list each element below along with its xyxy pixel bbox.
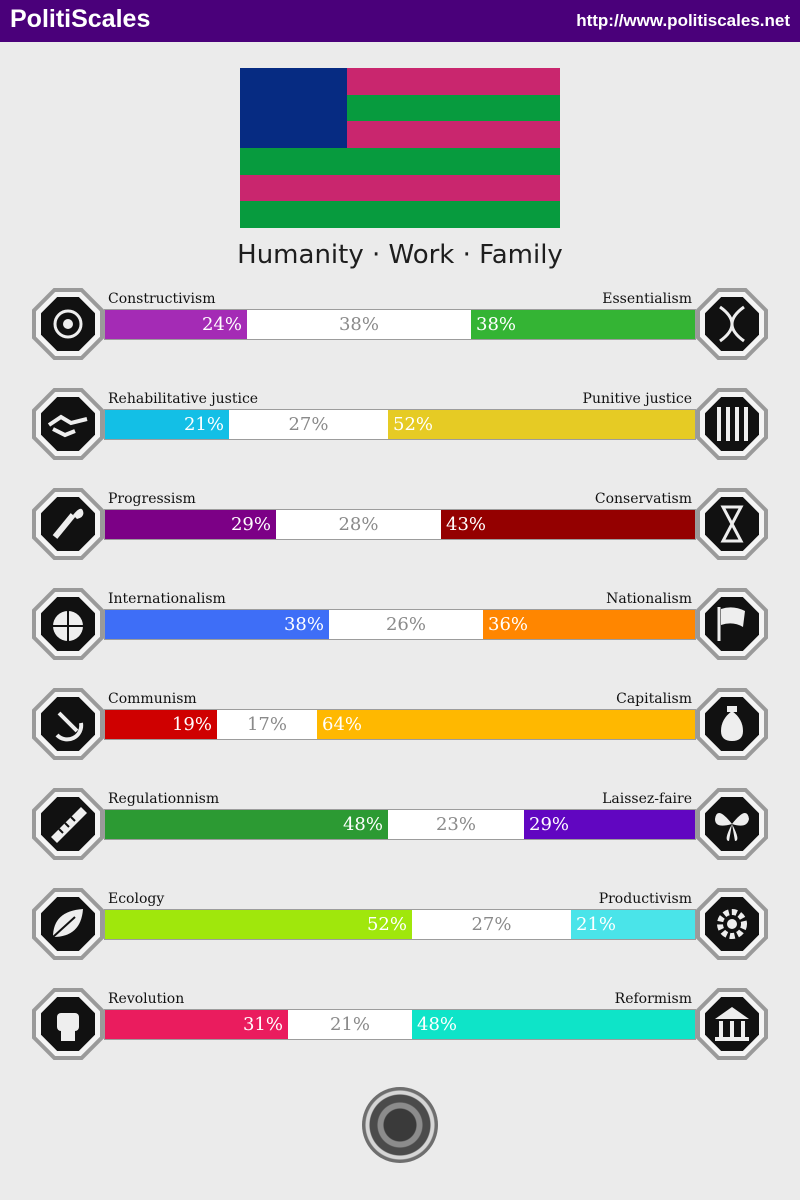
handshake-icon <box>32 388 104 460</box>
axis-neutral-segment: 27% <box>412 910 571 939</box>
axis-left-label: Progressism <box>108 491 196 507</box>
hammer-sickle-icon <box>32 688 104 760</box>
axis-left-segment: 52% <box>105 910 412 939</box>
axis-right-segment: 38% <box>471 310 695 339</box>
axis-neutral-segment: 27% <box>229 410 388 439</box>
axis-left-label: Regulationnism <box>108 791 220 807</box>
axis-neutral-segment: 21% <box>288 1010 412 1039</box>
gear-icon <box>696 888 768 960</box>
axis-bar <box>104 1009 696 1040</box>
axis-row <box>0 388 800 468</box>
axis-right-label: Reformism <box>614 991 692 1007</box>
flag-stripe <box>240 201 560 228</box>
axis-right-label: Nationalism <box>606 591 692 607</box>
axis-left-segment: 21% <box>105 410 229 439</box>
axis-neutral-segment: 26% <box>329 610 483 639</box>
money-bag-icon <box>696 688 768 760</box>
fist-icon <box>32 988 104 1060</box>
axis-right-segment: 21% <box>571 910 695 939</box>
hourglass-icon <box>696 488 768 560</box>
eye-icon <box>32 288 104 360</box>
flag-icon <box>696 588 768 660</box>
axis-left-label: Revolution <box>108 991 185 1007</box>
axis-neutral-segment: 23% <box>388 810 524 839</box>
dna-icon <box>696 288 768 360</box>
axis-bar <box>104 409 696 440</box>
axis-left-segment: 38% <box>105 610 329 639</box>
result-slogan: Humanity · Work · Family <box>237 240 563 270</box>
axis-row <box>0 688 800 768</box>
site-url-link[interactable]: http://www.politiscales.net <box>576 11 790 30</box>
axis-row <box>0 588 800 668</box>
site-header <box>0 0 800 42</box>
axis-left-segment: 24% <box>105 310 247 339</box>
ruler-icon <box>32 788 104 860</box>
axis-right-segment: 29% <box>524 810 695 839</box>
leaf-icon <box>32 888 104 960</box>
axis-left-segment: 48% <box>105 810 388 839</box>
axis-left-label: Internationalism <box>108 591 226 607</box>
axis-right-segment: 64% <box>317 710 695 739</box>
axis-row <box>0 288 800 368</box>
flag-stripe <box>240 175 560 202</box>
axis-right-segment: 52% <box>388 410 695 439</box>
axis-neutral-segment: 38% <box>247 310 471 339</box>
result-flag <box>240 68 560 228</box>
axis-right-label: Essentialism <box>602 291 692 307</box>
axis-right-label: Conservatism <box>594 491 692 507</box>
flag-stripe <box>240 148 560 175</box>
axis-bar <box>104 909 696 940</box>
axis-right-segment: 36% <box>483 610 695 639</box>
axis-left-label: Ecology <box>108 891 165 907</box>
site-brand: PolitiScales <box>10 5 151 33</box>
axis-bar <box>104 609 696 640</box>
axis-left-segment: 29% <box>105 510 276 539</box>
axis-left-segment: 19% <box>105 710 217 739</box>
axis-right-label: Capitalism <box>616 691 692 707</box>
politiscales-seal-icon <box>362 1087 438 1163</box>
axis-right-label: Productivism <box>598 891 692 907</box>
axis-neutral-segment: 17% <box>217 710 317 739</box>
axis-row <box>0 488 800 568</box>
axis-bar <box>104 709 696 740</box>
axis-left-segment: 31% <box>105 1010 288 1039</box>
parliament-icon <box>696 988 768 1060</box>
prison-bars-icon <box>696 388 768 460</box>
axis-bar <box>104 309 696 340</box>
axis-right-label: Laissez-faire <box>602 791 692 807</box>
axis-bar <box>104 509 696 540</box>
torch-icon <box>32 488 104 560</box>
axis-right-segment: 43% <box>441 510 695 539</box>
axis-neutral-segment: 28% <box>276 510 441 539</box>
axis-left-label: Communism <box>108 691 197 707</box>
flag-canton <box>240 68 347 148</box>
axis-right-segment: 48% <box>412 1010 695 1039</box>
axis-left-label: Constructivism <box>108 291 216 307</box>
axis-row <box>0 888 800 968</box>
axis-left-label: Rehabilitative justice <box>108 391 259 407</box>
axis-bar <box>104 809 696 840</box>
butterfly-icon <box>696 788 768 860</box>
axis-row <box>0 788 800 868</box>
globe-icon <box>32 588 104 660</box>
axis-row <box>0 988 800 1068</box>
axis-right-label: Punitive justice <box>582 391 692 407</box>
